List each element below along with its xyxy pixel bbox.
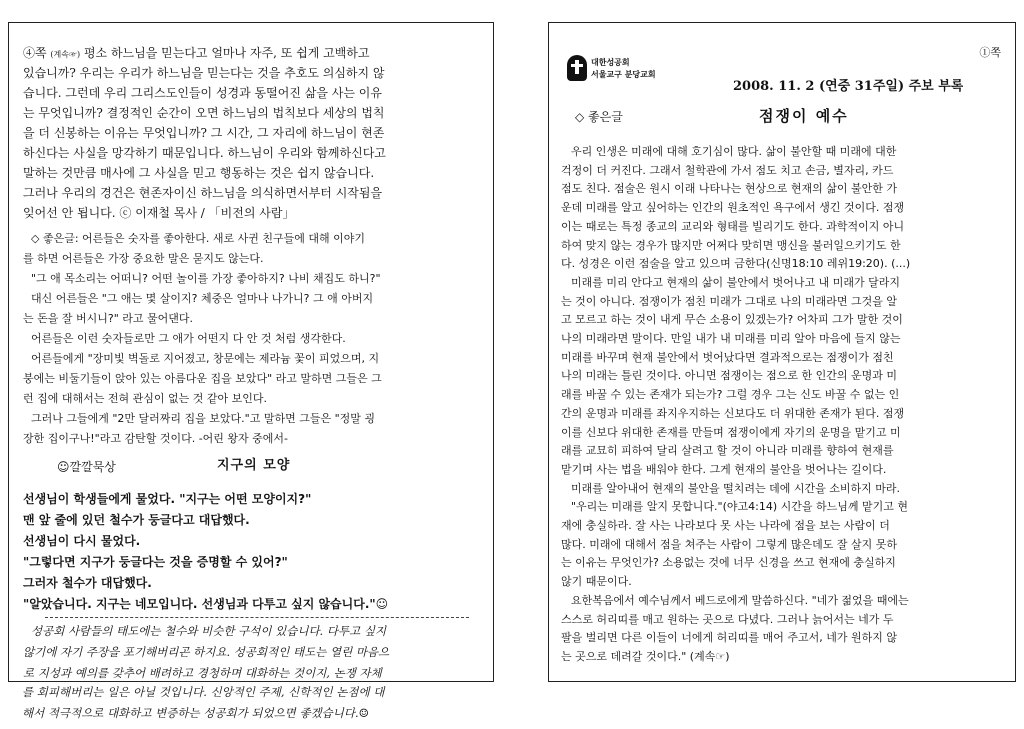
closing-note-line: 로 지성과 예의를 갖추어 배려하고 경청하며 대화하는 것이지, 논쟁 자체 xyxy=(23,666,382,680)
church-name-line: 대한성공회 xyxy=(591,58,630,67)
good-words-line: 대신 어른들은 "그 애는 몇 살이지? 체중은 얼마나 나가니? 그 애 아버지 xyxy=(31,292,374,305)
article-body-line: 는 것이 아니다. 점쟁이가 점친 미래가 그대로 나의 미래라면 그것을 알 xyxy=(561,294,897,308)
article-body-line: 간의 운명과 미래를 좌지우지하는 신보다도 더 위대한 존재가 된다. 점쟁 xyxy=(561,406,905,420)
good-words-line: 어른들은 이런 숫자들로만 그 애가 어떤지 다 안 것 처럼 생각한다. xyxy=(31,332,346,345)
dashed-divider xyxy=(45,617,469,618)
closing-note-line: 를 회피해버리는 일은 아닐 것입니다. 신앙적인 주제, 신학적인 논점에 대 xyxy=(22,685,385,699)
article-body-line: 팔을 벌리면 다른 이들이 너에게 허리띠를 매어 주고서, 네가 원하지 않 xyxy=(561,631,897,645)
good-words-line: 는 돈을 잘 버시니?" 라고 물어댄다. xyxy=(23,312,194,325)
closing-note-line: 않기에 자기 주장을 포기해버리곤 하지요. 성공회적인 태도는 열린 마음으 xyxy=(23,645,390,659)
article-body-line: 미래를 미리 안다고 현재의 삶이 불안에서 벗어나고 내 미래가 달라지 xyxy=(571,275,900,289)
article-body-line: 이를 신보다 위대한 존재를 만들며 점쟁이에게 자기의 운명을 맡기고 미 xyxy=(561,425,901,439)
article-body-line: 스스로 허리띠를 매고 원하는 곳으로 다녔다. 그러나 늙어서는 네가 두 xyxy=(561,612,894,626)
right-page xyxy=(548,22,1016,682)
article-body-line: 는 이유는 무엇인가? 소용없는 것에 너무 신경을 쓰고 현재에 충실하지 xyxy=(561,556,896,570)
bulletin-date: 2008. 11. 2 (연중 31주일) 주보 부록 xyxy=(733,79,964,94)
church-name-line: 서울교구 분당교회 xyxy=(591,70,656,79)
article-body-line: 맡기며 사는 법을 배워야 한다. 그게 현재의 불안을 벗어나는 길이다. xyxy=(561,462,887,476)
continued-passage-line: 있습니까? 우리는 우리가 하느님을 믿는다는 것을 추호도 의심하지 않 xyxy=(23,66,385,80)
good-words-line: 그러나 그들에게 "2만 달러짜리 집을 보았다."고 말하면 그들은 "정말 굉 xyxy=(31,412,376,425)
continued-passage-line: 말하는 것만큼 매사에 그 사실을 믿고 행동하는 것은 쉽지 않습니다. xyxy=(23,166,375,180)
humor-line: "알았습니다. 지구는 네모입니다. 선생님과 다투고 싶지 않습니다."☺ xyxy=(23,597,389,611)
article-body-line: 나의 미래라면 말이다. 만일 내가 내 미래를 미리 알아 마음에 들지 않는 xyxy=(561,332,901,345)
good-words-line: "그 애 목소리는 어떠니? 어떤 놀이를 가장 좋아하지? 나비 채집도 하니?" xyxy=(31,272,381,285)
humor-line: "그렇다면 지구가 둥글다는 것을 증명할 수 있어?" xyxy=(23,555,288,569)
article-body-line: "우리는 미래를 알지 못합니다."(야고4:14) 시간을 하느님께 맡기고 현 xyxy=(571,500,909,514)
article-body-line: 걱정이 더 커진다. 그래서 철학관에 가서 점도 치고 손금, 별자리, 카드 xyxy=(561,163,894,177)
article-body-line: 래를 교묘히 피하여 달리 살려고 할 것이 아니라 미래를 향하여 현재를 xyxy=(561,444,894,458)
humor-line: 그러자 철수가 대답했다. xyxy=(23,576,152,590)
article-body-line: 많다. 미래에 대해서 점을 쳐주는 사람이 그렇게 많은데도 잘 살지 못하 xyxy=(561,537,897,551)
continued-passage-line: 하신다는 사실을 망각하기 때문입니다. 하느님이 우리와 함께하신다고 xyxy=(23,146,386,160)
continued-passage-line: 잊어선 안 됩니다. ⓒ 이재철 목사 / 「비전의 사람」 xyxy=(23,206,295,220)
article-body-line: 하여 맞지 않는 경우가 많지만 어쩌다 맞히면 맹신을 불러일으키기도 한 xyxy=(561,238,901,252)
good-words-line: ◇ 좋은글: 어른들은 숫자를 좋아한다. 새로 사귄 친구들에 대해 이야기 xyxy=(31,232,366,245)
page-marker: ④쪽 xyxy=(23,46,47,60)
continued-tag: (계속☞) xyxy=(50,50,81,59)
humor-label: ☺깔깔묵상 xyxy=(57,460,116,474)
closing-note-line: 해서 적극적으로 대화하고 변증하는 성공회가 되었으면 좋겠습니다.☺ xyxy=(22,706,369,720)
good-words-line: 장한 집이구나!"라고 감탄할 것이다. -어린 왕자 중에서- xyxy=(23,432,289,445)
continued-passage-line: 는 무엇입니까? 결정적인 순간이 오면 하느님의 법칙보다 세상의 법칙 xyxy=(23,106,385,120)
article-body-line: 다. 성경은 이런 점술을 알고 있으며 금한다(신명18:10 레위19:20). (...) xyxy=(561,257,911,271)
section-label: ◇ 좋은글 xyxy=(575,110,623,124)
article-body-line: 요한복음에서 예수님께서 베드로에게 말씀하신다. "네가 젊었을 때에는 xyxy=(571,593,909,607)
continued-passage-line-0: ④쪽 (계속☞) 평소 하느님을 믿는다고 얼마나 자주, 또 쉽게 고백하고 xyxy=(23,46,370,60)
good-words-line: 붕에는 비둘기들이 앉아 있는 아름다운 집을 보았다" 라고 말하면 그들은 그 xyxy=(23,372,382,385)
article-body-line: 고 모르고 하는 것이 내게 무슨 소용이 있겠는가? 어차피 그가 말한 것이 xyxy=(561,313,903,327)
article-body-line: 점도 친다. 점술은 원시 이래 나타나는 현상으로 현재의 삶이 불안한 가 xyxy=(561,182,897,196)
article-body-line: 미래를 바꾸며 현재 불안에서 벗어났다면 결과적으로는 점쟁이가 점친 xyxy=(561,350,894,364)
good-words-line: 어른들에게 "장미빛 벽돌로 지어졌고, 창문에는 제라늄 꽃이 피었으며, 지 xyxy=(31,352,380,365)
article-body-line: 미래를 알아내어 현재의 불안을 떨치려는 데에 시간을 소비하지 마라. xyxy=(571,481,900,495)
article-body-line: 운데 미래를 알고 싶어하는 인간의 원초적인 욕구에서 생긴 것이다. 점쟁 xyxy=(561,201,905,215)
church-seal-icon xyxy=(567,55,587,81)
article-body-line: 재에 충실하라. 잘 사는 나라보다 못 사는 나라에 점을 보는 사람이 더 xyxy=(561,519,890,532)
humor-title: 지구의 모양 xyxy=(217,458,291,473)
continued-passage-line: 습니다. 그런데 우리 그리스도인들이 성경과 동떨어진 삶을 사는 이유 xyxy=(23,86,382,100)
article-body-line: 우리 인생은 미래에 대해 호기심이 많다. 삶이 불안할 때 미래에 대한 xyxy=(571,145,897,158)
article-body-line: 래를 바꿀 수 있는 존재가 되는가? 그럴 경우 그는 신도 바꿀 수 없는 인 xyxy=(561,388,900,402)
good-words-line: 런 집에 대해서는 전혀 관심이 없는 것 같아 보인다. xyxy=(23,392,267,405)
page-number: ①쪽 xyxy=(979,46,1001,59)
article-title: 점쟁이 예수 xyxy=(759,107,849,125)
good-words-line: 를 하면 어른들은 가장 중요한 말은 묻지도 않는다. xyxy=(23,252,264,265)
continued-passage-line: 그러나 우리의 경건은 현존자이신 하느님을 의식하면서부터 시작됨을 xyxy=(23,186,383,200)
article-body-line: 는 곳으로 데려갈 것이다." (계속☞) xyxy=(561,649,730,663)
article-body-line: 나의 미래는 틀린 것이다. 아니면 점쟁이는 점으로 한 인간의 운명과 미 xyxy=(561,369,897,383)
article-body-line: 이는 때로는 특정 종교의 교리와 형태를 빌리기도 한다. 과학적이지 아니 xyxy=(561,219,905,233)
humor-line: 맨 앞 줄에 있던 철수가 둥글다고 대답했다. xyxy=(23,513,250,527)
closing-note-line: 성공회 사람들의 태도에는 철수와 비슷한 구석이 있습니다. 다투고 싶지 xyxy=(31,624,387,638)
left-page xyxy=(8,22,494,682)
continued-passage-line: 을 더 신봉하는 이유는 무엇입니까? 그 시간, 그 자리에 하느님이 현존 xyxy=(23,126,385,140)
left-page-footer-lines xyxy=(8,682,494,726)
article-body-line: 않기 때문이다. xyxy=(561,575,632,589)
humor-line: 선생님이 학생들에게 물었다. "지구는 어떤 모양이지?" xyxy=(23,492,312,506)
humor-line: 선생님이 다시 물었다. xyxy=(23,534,141,548)
